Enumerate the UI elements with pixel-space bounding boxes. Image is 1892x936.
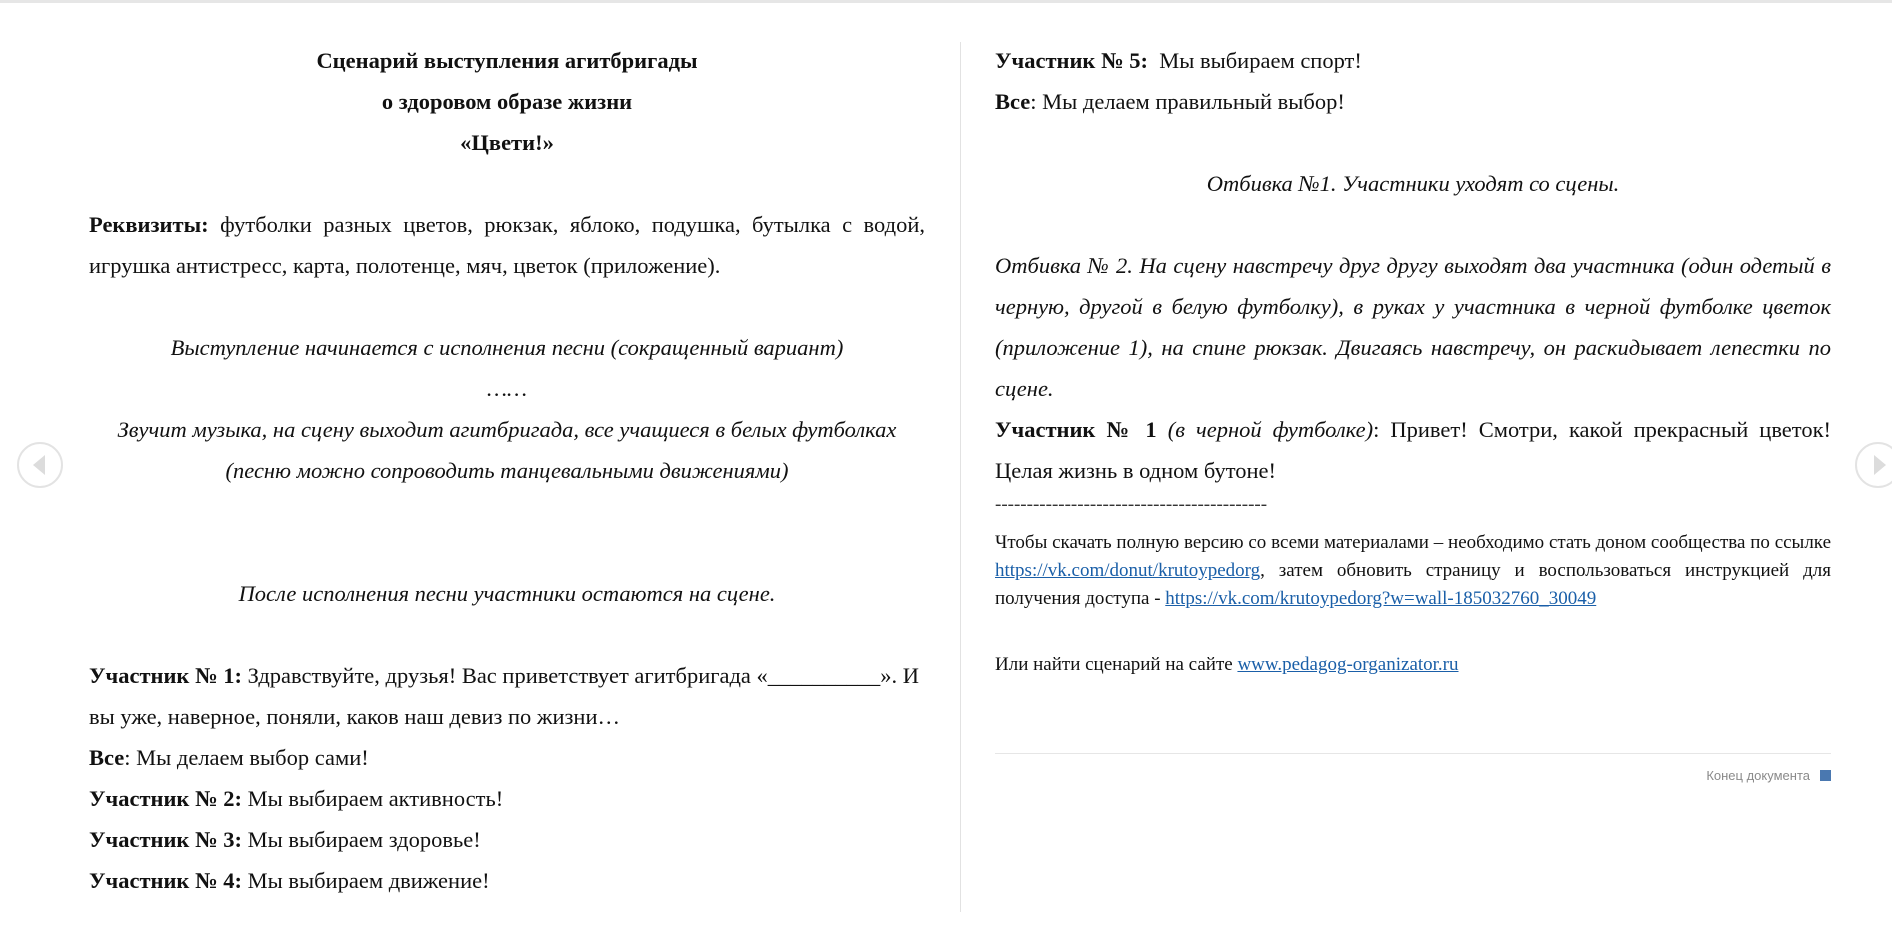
props-paragraph	[89, 204, 925, 286]
right-page	[995, 40, 1831, 785]
speaker: Участник № 1:	[89, 663, 242, 688]
download-text-2: , затем обновить страницу и воспользоваться инструкцией для получения доступа -	[995, 560, 1831, 609]
props-label: Реквизиты:	[89, 212, 209, 237]
line-text: : Мы делаем выбор сами!	[124, 745, 369, 770]
dialogue-line	[89, 819, 925, 860]
line-text: : Привет! Смотри, какой прекрасный цветок! Целая жизнь в одном бутоне!	[995, 417, 1832, 483]
ellipsis: ……	[486, 376, 527, 401]
site-link[interactable]: www.pedagog-organizator.ru	[1237, 654, 1459, 675]
end-divider	[995, 753, 1831, 755]
line-text: Мы выбираем спорт!	[1148, 48, 1362, 73]
separator-dashes: -------------------------------------------	[995, 494, 1268, 515]
dialogue-line	[89, 778, 925, 819]
end-label: Конец документа	[1706, 768, 1810, 783]
stage-direction-song: Выступление начинается с исполнения песни (сокращенный вариант)	[170, 335, 844, 360]
left-page	[89, 40, 925, 901]
speaker: Участник № 2:	[89, 786, 242, 811]
dialogue-line	[89, 737, 925, 778]
end-of-document	[995, 767, 1831, 785]
script-subtitle: о здоровом образе жизни	[381, 89, 633, 114]
dialogue-line	[995, 409, 1831, 491]
donut-link[interactable]: https://vk.com/donut/krutoypedorg	[995, 560, 1261, 581]
wall-post-link[interactable]: https://vk.com/krutoypedorg?w=wall-185032760_30049	[1165, 588, 1597, 609]
script-title: Сценарий выступления агитбригады	[316, 48, 698, 73]
script-name: «Цвети!»	[460, 130, 554, 155]
page-divider	[960, 42, 961, 912]
site-note	[995, 651, 1831, 679]
cue-two: Отбивка № 2. На сцену навстречу друг другу выходят два участника (один одетый в черную, другой в белую футболку), в руках у участника в черной футболке цветок (приложение 1), на спине рюкзак. Двигаясь навстречу, он раскидывает лепестки по сцене.	[995, 253, 1831, 401]
dialogue-line	[89, 860, 925, 901]
chevron-right-icon	[1874, 455, 1886, 475]
prev-page-button[interactable]	[17, 442, 63, 488]
speaker: Участник № 1	[995, 417, 1157, 442]
speaker: Все	[995, 89, 1031, 114]
site-text: Или найти сценарий на сайте	[995, 654, 1238, 675]
next-page-button[interactable]	[1855, 442, 1892, 488]
line-text: Мы выбираем здоровье!	[242, 827, 481, 852]
speaker: Участник № 4:	[89, 868, 242, 893]
download-note	[995, 529, 1831, 613]
dialogue-line	[995, 40, 1831, 81]
speaker-note: (в черной футболке)	[1167, 417, 1374, 442]
stage-direction-after-song: После исполнения песни участники остаются на сцене.	[238, 581, 776, 606]
line-text: : Мы делаем правильный выбор!	[1030, 89, 1345, 114]
download-text: Чтобы скачать полную версию со всеми материалами – необходимо стать доном сообщества по ссылке	[995, 532, 1831, 553]
speaker: Участник № 5:	[995, 48, 1148, 73]
props-text: футболки разных цветов, рюкзак, яблоко, подушка, бутылка с водой, игрушка антистресс, карта, полотенце, мяч, цветок (приложение).	[89, 212, 925, 278]
speaker: Участник № 3:	[89, 827, 242, 852]
line-text: Мы выбираем активность!	[242, 786, 504, 811]
chevron-left-icon	[33, 455, 45, 475]
dialogue-line	[995, 81, 1831, 122]
cue-one: Отбивка №1. Участники уходят со сцены.	[1206, 171, 1620, 196]
line-text: Здравствуйте, друзья! Вас приветствует агитбригада «__________». И вы уже, наверное, поняли, каков наш девиз по жизни…	[89, 663, 920, 729]
speaker: Все	[89, 745, 125, 770]
line-text: Мы выбираем движение!	[242, 868, 490, 893]
stage-direction-music: Звучит музыка, на сцену выходит агитбригада, все учащиеся в белых футболках (песню можно сопроводить танцевальными движениями)	[117, 417, 897, 483]
end-square-icon	[1820, 770, 1831, 781]
top-border	[0, 0, 1892, 3]
dialogue-line	[89, 655, 925, 737]
